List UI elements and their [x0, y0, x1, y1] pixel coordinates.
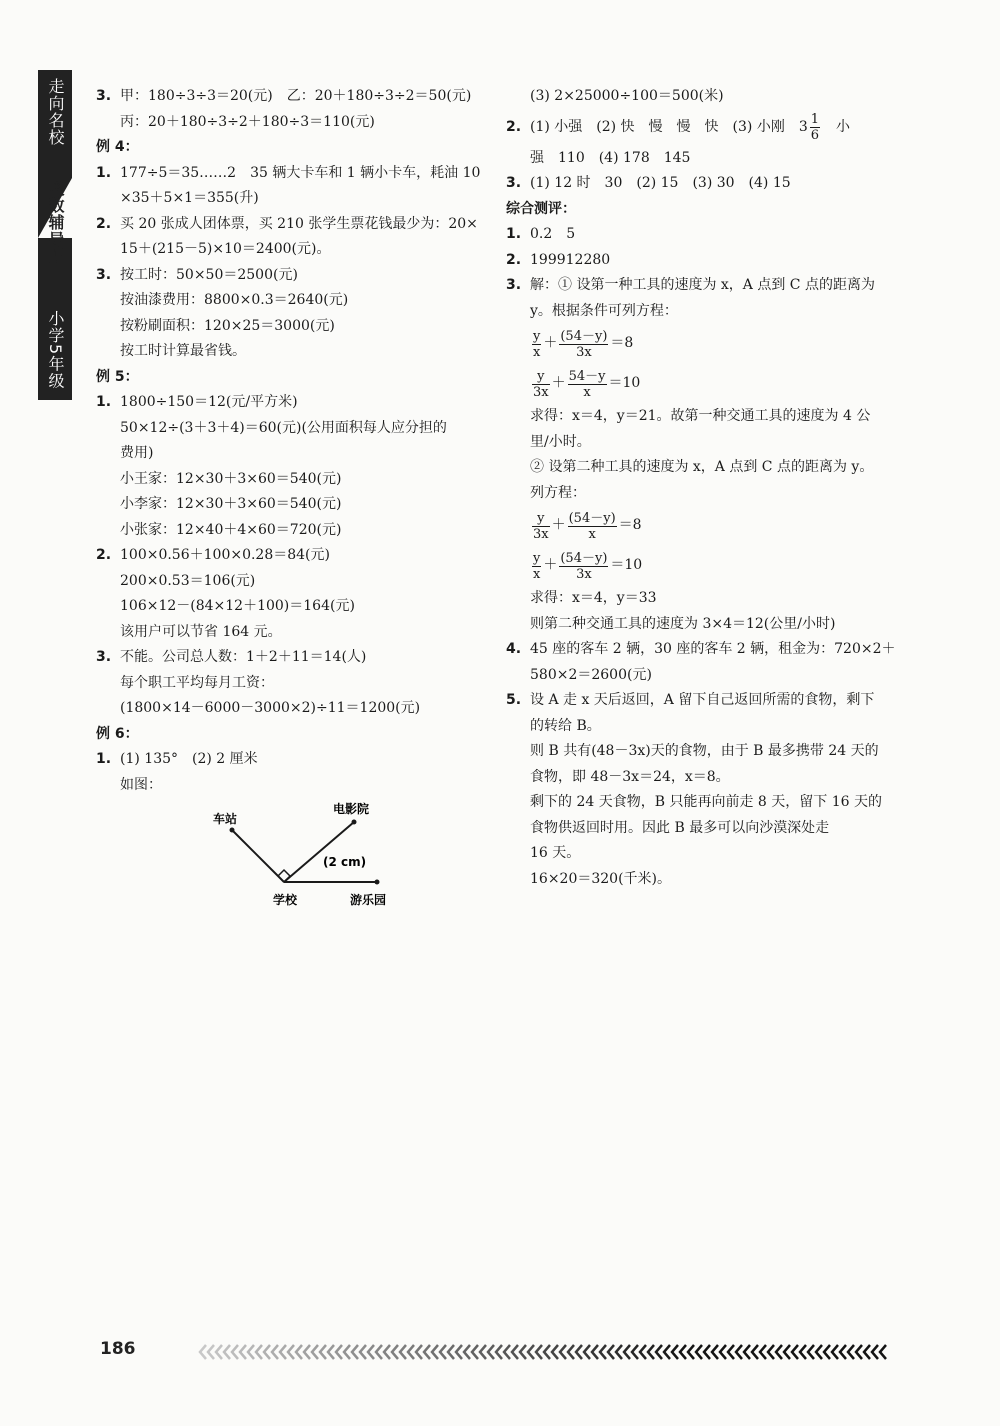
- chevron-mark: [480, 1345, 486, 1359]
- chevron-mark: [624, 1345, 630, 1359]
- section-heading: 例 6：: [96, 725, 139, 742]
- chevron-mark: [816, 1345, 822, 1359]
- chevron-mark: [696, 1345, 702, 1359]
- chevron-mark: [616, 1345, 622, 1359]
- label-school: 学校: [273, 893, 298, 907]
- side-tab: [38, 70, 72, 400]
- label-distance: (2 cm): [323, 855, 367, 869]
- chevron-mark: [344, 1345, 350, 1359]
- label-station: 车站: [213, 812, 238, 826]
- chevron-mark: [680, 1345, 686, 1359]
- chevron-mark: [304, 1345, 310, 1359]
- book-title: 奥数辅导班: [46, 180, 65, 265]
- chevron-mark: [296, 1345, 302, 1359]
- chevron-mark: [800, 1345, 806, 1359]
- chevron-mark: [672, 1345, 678, 1359]
- chevron-mark: [688, 1345, 694, 1359]
- chevron-mark: [536, 1345, 542, 1359]
- chevron-mark: [328, 1345, 334, 1359]
- chevron-mark: [320, 1345, 326, 1359]
- equation: $\frac{y}{x}$ ＋ $\frac{(54-y)}{3x}$ ＝10: [533, 550, 643, 582]
- chevron-mark: [256, 1345, 262, 1359]
- section-heading: 例 4：: [96, 139, 139, 155]
- chevron-mark: [224, 1345, 230, 1359]
- chevron-mark: [712, 1345, 718, 1359]
- chevron-mark: [864, 1345, 870, 1359]
- series-name: 走向名校: [46, 78, 65, 146]
- chevron-mark: [352, 1345, 358, 1359]
- chevron-mark: [832, 1345, 838, 1359]
- label-park: 游乐园: [350, 893, 387, 907]
- chevron-mark: [440, 1345, 446, 1359]
- chevron-mark: [384, 1345, 390, 1359]
- chevron-mark: [216, 1345, 222, 1359]
- chevron-mark: [704, 1345, 710, 1359]
- chevron-mark: [400, 1345, 406, 1359]
- answer-text: 甲：180÷3÷3＝20(元) 乙：20＋180÷3÷2＝50(元): [120, 88, 472, 104]
- chevron-mark: [544, 1345, 550, 1359]
- chevron-mark: [392, 1345, 398, 1359]
- chevron-mark: [776, 1345, 782, 1359]
- point-park: [375, 880, 380, 885]
- chevron-mark: [568, 1345, 574, 1359]
- chevron-mark: [720, 1345, 726, 1359]
- chevron-mark: [520, 1345, 526, 1359]
- chevron-mark: [608, 1345, 614, 1359]
- section-heading: 综合测评：: [506, 200, 576, 217]
- chevron-mark: [264, 1345, 270, 1359]
- chevron-mark: [840, 1345, 846, 1359]
- chevron-mark: [448, 1345, 454, 1359]
- chevron-mark: [376, 1345, 382, 1359]
- chevron-mark: [456, 1345, 462, 1359]
- chevron-mark: [856, 1345, 862, 1359]
- line-cinema: [284, 822, 354, 882]
- point-station: [230, 828, 235, 833]
- chevron-mark: [728, 1345, 734, 1359]
- chevron-mark: [416, 1345, 422, 1359]
- right-angle-mark: [278, 870, 290, 882]
- chevron-mark: [528, 1345, 534, 1359]
- chevron-mark: [640, 1345, 646, 1359]
- chevron-mark: [736, 1345, 742, 1359]
- chevron-mark: [656, 1345, 662, 1359]
- chevron-mark: [272, 1345, 278, 1359]
- chevron-mark: [560, 1345, 566, 1359]
- chevron-mark: [360, 1345, 366, 1359]
- chevron-mark: [232, 1345, 238, 1359]
- chevron-mark: [464, 1345, 470, 1359]
- chevron-mark: [472, 1345, 478, 1359]
- chevron-mark: [664, 1345, 670, 1359]
- chevron-mark: [408, 1345, 414, 1359]
- chevron-mark: [488, 1345, 494, 1359]
- chevron-mark: [424, 1345, 430, 1359]
- left-column: 3. 甲：180÷3÷3＝20(元) 乙：20＋180÷3÷2＝50(元) 丙：20＋180÷3÷2＋180÷3＝110(元) 例 4： 1. 177÷5＝35……2 35 辆大卡车和 1 辆小卡车，耗油 10 ×35＋5×1＝355(升) 2. 买 20 张成人团体票，买 210 张学生票花钱最少为：20× 15＋(215－5)×10＝2400(元)。 3. 按工时：50×50＝2500(元) 按油漆费用：8800×0.3＝2640(元) 按粉刷面积：120×25＝3000(元) 按工时计算最省钱。 例 5： 1. 1800÷150＝12(元/平方米) 50×12÷(3＋3＋4)＝60(元)(公用面积每人应分担的 费用) 小王家：12×30＋3×60＝540(元) 小李家：12×30＋3×60＝540(元) 小张家：12×40＋4×60＝720(元) 2. 100×0.56＋100×0.28＝84(元) 200×0.53＝106(元) 106×12－(84×12＋100)＝164(元) 该用户可以节省 164 元。 3. 不能。公司总人数：1＋2＋11＝14(人) 每个职工平均每月工资： (1800×14－6000－3000×2)÷11＝1200(元) 例 6： 1. (1) 135° (2) 2 厘米 如图：: [96, 84, 496, 798]
- chevron-mark: [200, 1345, 206, 1359]
- chevron-mark: [368, 1345, 374, 1359]
- chevron-mark: [512, 1345, 518, 1359]
- chevron-mark: [280, 1345, 286, 1359]
- equation: $\frac{y}{3x}$ ＋ $\frac{(54-y)}{x}$ ＝8: [533, 510, 642, 542]
- chevron-mark: [872, 1345, 878, 1359]
- line-station: [232, 830, 284, 882]
- chevron-mark: [632, 1345, 638, 1359]
- equation: $\frac{y}{3x}$ ＋ $\frac{54-y}{x}$ ＝10: [533, 368, 641, 400]
- chevron-mark: [848, 1345, 854, 1359]
- chevron-mark: [768, 1345, 774, 1359]
- chevron-mark: [880, 1345, 886, 1359]
- chevron-mark: [744, 1345, 750, 1359]
- chevron-mark: [336, 1345, 342, 1359]
- chevron-mark: [504, 1345, 510, 1359]
- chevron-mark: [760, 1345, 766, 1359]
- fraction: $\frac{1}{6}$: [810, 112, 820, 143]
- chevron-mark: [752, 1345, 758, 1359]
- grade-label: 小学5年级: [46, 310, 65, 390]
- chevron-mark: [808, 1345, 814, 1359]
- section-heading: 例 5：: [96, 368, 139, 385]
- chevron-mark: [552, 1345, 558, 1359]
- chevron-mark: [312, 1345, 318, 1359]
- chevron-mark: [600, 1345, 606, 1359]
- right-column: (3) 2×25000÷100＝500(米) 2. (1) 小强 (2) 快 慢 慢 快 (3) 小刚 3 $\frac{1}{6}$ 小 强 110 (4) 178 145 3. (1) 12 时 30 (2) 15 (3) 30 (4) 15 综合测评： 1. 0.2 5 2. 199912280 3. 解：① 设第一种工具的速度为 x，A 点到 C 点的距离为 y。根据条件可列方程： $\frac{y}{x}$ ＋ $\frac{(54-y)}{3x}$ ＝8 $\frac{y}{3x}$ ＋ $\frac{54-y}{x}$ ＝10 求得：x＝4，y＝21。故第一种交通工具的速度为 4 公 里/小时。 ② 设第二种工具的速度为 x，A 点到 C 点的距离为 y。 列方程： $\frac{y}{3x}$ ＋ $\frac{(54-y)}{x}$ ＝8 $\frac{y}{x}$ ＋ $\frac{(54-y)}{3x}$ ＝10 求得：x＝4，y＝33 则第二种交通工具的速度为 3×4＝12(公里/小时) 4. 45 座的客车 2 辆，30 座的客车 2 辆，租金为：720×2＋ 580×2＝2600(元) 5. 设 A 走 x 天后返回，A 留下自己返回所需的食物，剩下 的转给 B。 则 B 共有(48－3x)天的食物，由于 B 最多携带 24 天的 食物，即 48－3x＝24，x＝8。 剩下的 24 天食物，B 只能再向前走 8 天，留下 16 天的 食物供返回时用。因此 B 最多可以向沙漠深处走 16 天。 16×20＝320(千米)。: [506, 84, 898, 892]
- chevron-mark: [288, 1345, 294, 1359]
- point-cinema: [352, 820, 357, 825]
- route-diagram: [205, 800, 425, 915]
- chevron-mark: [648, 1345, 654, 1359]
- chevron-mark: [592, 1345, 598, 1359]
- label-cinema: 电影院: [333, 802, 370, 816]
- footer-decoration: [150, 1342, 892, 1362]
- chevron-mark: [792, 1345, 798, 1359]
- chevron-mark: [784, 1345, 790, 1359]
- chevron-mark: [432, 1345, 438, 1359]
- chevron-mark: [584, 1345, 590, 1359]
- chevron-mark: [240, 1345, 246, 1359]
- page-number: 186: [100, 1339, 136, 1359]
- chevron-mark: [208, 1345, 214, 1359]
- chevron-mark: [248, 1345, 254, 1359]
- chevron-mark: [576, 1345, 582, 1359]
- chevron-mark: [496, 1345, 502, 1359]
- equation: $\frac{y}{x}$ ＋ $\frac{(54-y)}{3x}$ ＝8: [533, 328, 634, 360]
- chevron-mark: [824, 1345, 830, 1359]
